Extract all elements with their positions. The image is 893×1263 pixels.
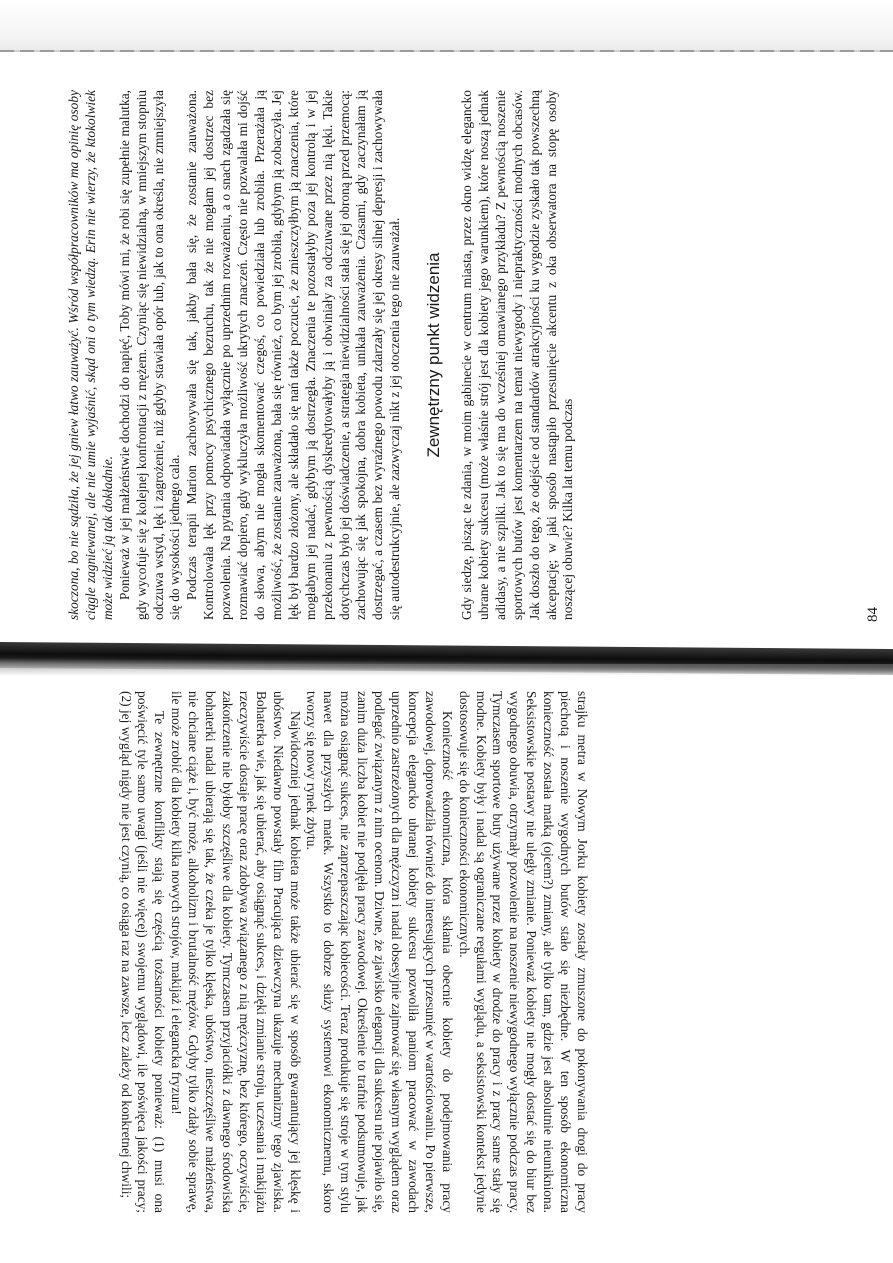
page-84-text <box>66 90 577 620</box>
paragraph: Te zewnętrzne konflikty stają się częścią tożsamości kobiety ponieważ: (1) musi ona poświęcić tyle samo uwagi (jeśli nie więcej) swojemu wyglądowi, ile poświęca jakości pracy; (2) jej wygląd nigdy nie jest czynią, co osiąga raz na zawsze, lecz zależy od konkretnej chwili; <box>118 691 168 1213</box>
book-page-left <box>60 82 886 630</box>
paragraph: strajku metra w Nowym Jorku kobiety zostały zmuszone do pokonywania drogi do pracy piechotą i noszenie wygodnych butów stało się niezbędne. W ten sposób ekonomiczna konieczność została matką (ojcem?) zmiany, ale tylko tam, gdzie jest absolutnie nieunikniona. Seksistowskie postawy nie uległy zmianie. Ponieważ kobiety nie mogły dostać się do biur bez wygodnego obuwia, otrzymały pozwolenie na noszenie niewygodnego wyłącznie podczas pracy. Tymczasem sportowe buty używane przez kobiety w drodze do pracy i z pracy same stały się modne. Kobiety były i nadal są ograniczane regułami wyglądu, a seksistowski kontekst jedynie dostosowuje się do konieczności ekonomicznych. <box>456 691 590 1213</box>
page-number: 84 <box>865 607 881 622</box>
paragraph: Najwidoczniej jednak kobieta może także ubierać się w sposób gwarantujący jej klęskę i ubóstwo. Niedawno powstały film Pracująca dziewczyna ukazuje mechanizmy tego zjawiska. Bohaterka wie, jak się ubierać, aby osiągnąć sukces, i dzięki zmianie stroju, uczesania i makijażu rzeczywiście dostaje pracę oraz zdobywa związanego z nią mężczyznę, bez którego, oczywiście, zakończenie nie byłoby szczęśliwe dla kobiety. Tymczasem przyjaciółki z dawnego środowiska bohaterki nadal ubierają się tak, że czeka je tylko klęska, ubóstwo, nieszczęśliwe małżeństwa, nie chciane ciąże i, być może, alkoholizm i brutalność mężów. Gdyby tylko zdały sobie sprawę, ile może zrobić dla kobiety kilka nowych strojów, makijaż i elegancka fryzura! <box>169 691 303 1213</box>
scan-edge-line <box>0 50 893 52</box>
paragraph: Konieczność ekonomiczna, która skłania obecnie kobiety do podejmowania pracy zawodowej, doprowadziła również do interesujących przesunięć w wartościowaniu. Po pierwsze, koncepcja elegancko ubranej kobiety sukcesu pozwoliła paniom pracować w zawodach uprzednio zastrzeżonych dla mężczyzn i nadal obsesyjnie zajmować się własnym wyglądem oraz podlegać związanym z nim ocenom. Dziwne, że zjawisko elegancji dla sukcesu nie pojawiło się, zanim duża liczba kobiet nie podjęła pracy zawodowej. Określenie to trafnie podsumowuje, jak można osiągnąć sukces, nie zaprzepaszczając kobiecości. Teraz produkuje się stroje w tym stylu nawet dla przyszłych matek. Wszystko to dobrze służy systemowi ekonomicznemu, skoro tworzy się nowy rynek zbytu. <box>304 691 455 1213</box>
section-heading: Zewnętrzny punkt widzenia <box>424 252 444 458</box>
book-page-right <box>60 681 886 1221</box>
page-85-text <box>117 691 590 1213</box>
paragraph: Podczas terapii Marion zachowywała się tak, jakby bała się, że zostanie zauważona. Kontrolowała lęk przy pomocy psychicznego bezruchu, tak że nie mogłam jej dostrzec bez pozwolenia. Na pytania odpowiadała wyłącznie po uprzednim rozważeniu, a o snach zgadzała się rozmawiać dopiero, gdy wykluczyła możliwość ukrytych znaczeń. Często nie pozwalała mi dojść do słowa, abym nie mogła skomentować czegoś, co powiedziała lub zrobiła. Przerażała ją możliwość, że zostanie zauważona, bała się również, co bym jej zrobiła, gdybym ją zobaczyła. Jej lęk był bardzo złożony, ale składało się nań także poczucie, że znieszczyłbym ją znaczenia, które mogłabym jej nadać, gdybym ją dostrzegła. Znaczenia te pozostałyby poza jej kontrolą i w jej przekonaniu z pewnością dyskredytowałyby ją i obwiniały za odczuwane przez nią lęki. Takie dotychczas było jej doświadczenie, a strategia niewidzialności stała się jej obroną przed przemocą: zachowując się jak spokojna, dobra kobieta, unikała zauważenia. Czasami, gdy zaczynałam ją dostrzegać, a czasem bez wyraźnego powodu zdarzały się jej okresy silnej depresji i zachowywała się autodestrukcyjnie, ale zazwyczaj nikt z jej otoczenia tego nie zauważał. <box>184 90 403 620</box>
rotated-page-left <box>60 82 886 630</box>
rotated-page-right <box>0 681 600 1221</box>
opening-italic-paragraph: skoczona, bo nie sądziła, że jej gniew łatwo zauważyć. Wśród współpracowników ma opinię osoby ciągle zagniewanej, ale nie umie wyjaśnić, skąd oni o tym wiedzą. Erin nie wierzy, że ktokolwiek może widzieć ją tak dokładnie. <box>66 90 115 620</box>
paragraph: Ponieważ w jej małżeństwie dochodzi do napięć, Toby mówi mi, że robi się zupełnie malutka, gdy wycofuje się z kolejnej konfrontacji z mężem. Czyniąc się niewidzialną, w mniejszym stopniu odczuwa wstyd, lęk i zagrożenie, niż gdyby stawiała opór lub, jak to ona określa, nie zmniejszyła się do wysokości jednego cala. <box>116 90 183 620</box>
spine-fade <box>0 664 893 676</box>
paragraph: Gdy siedzę, pisząc te zdania, w moim gabinecie w centrum miasta, przez okno widzę elegancko ubrane kobiety sukcesu (może właśnie strój jest dla kobiety jego warunkiem), które noszą jednak adidasy, a nie szpilki. Jak to się ma do wcześniej omawianego przykładu? Z pewnością noszenie sportowych butów jest komentarzem na temat niewygody i niepraktyczności modnych obcasów. Jak doszło do tego, że odejście od standardów atrakcyjności ku wygodzie zyskało tak powszechną akceptację; w jaki sposób nastąpiło przesunięcie akcentu z oka obserwatora na stopę osoby noszącej obuwie? Kilka lat temu podczas <box>459 90 576 620</box>
scan-top-margin <box>0 0 893 52</box>
